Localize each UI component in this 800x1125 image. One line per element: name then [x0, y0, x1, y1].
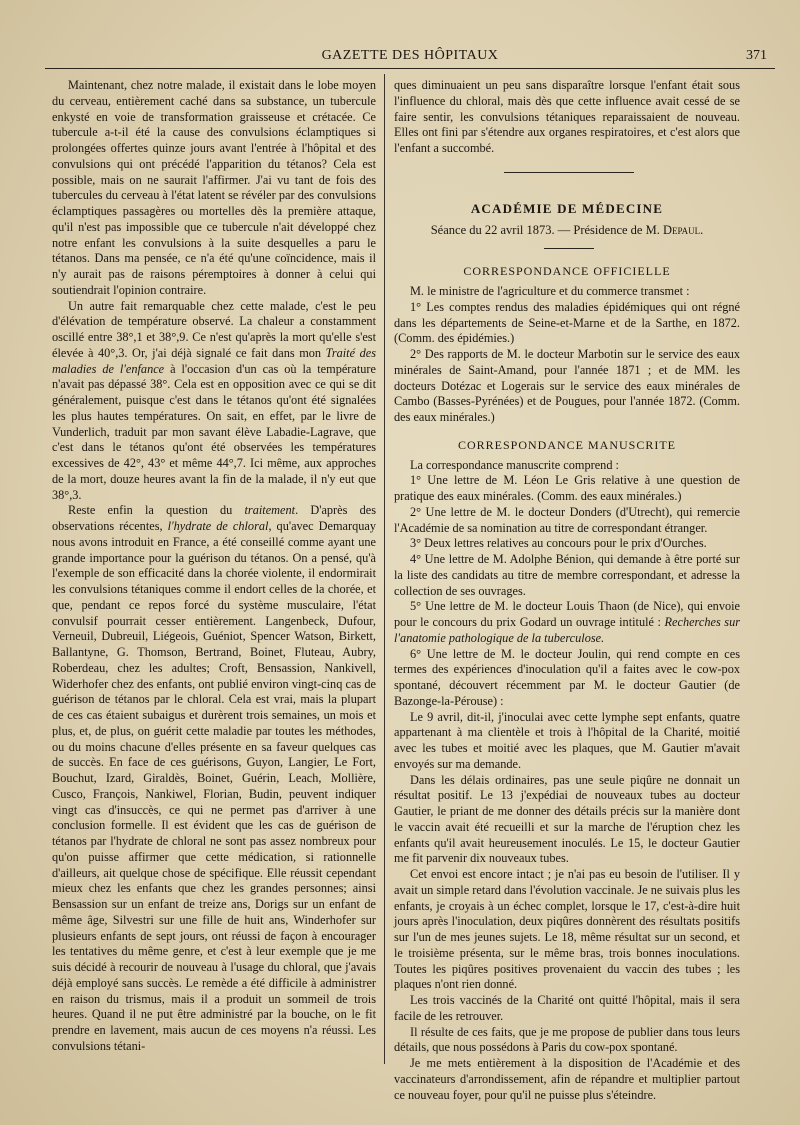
paragraph: ques diminuaient un peu sans disparaître lorsque l'enfant était sous l'influence du chloral, mais dès que cette influence avait cessé de se faire sentir, les convulsions tétaniques reparaissaient de nouveau. Elles ont fini par s'étendre aux organes respiratoires, et c'est alors que l'enfant a succombé. — [394, 78, 740, 155]
paragraph: 1° Les comptes rendus des maladies épidémiques qui ont régné dans les départements de Seine-et-Marne et de la Sarthe, en 1872. (Comm. des épidémies.) — [394, 299, 740, 346]
column-divider — [384, 74, 385, 1064]
quoted-paragraph: Je me mets entièrement à la disposition de l'Académie et des vaccinateurs d'arrondissement, afin de répandre et multiplier partout ce nouveau foyer, pour qu'il ne puisse plus s'éteindre. — [394, 1056, 740, 1102]
page-header — [45, 44, 775, 69]
paragraph: La correspondance manuscrite comprend : — [410, 457, 619, 472]
paragraph: 2° Une lettre de M. le docteur Donders (d'Utrecht), qui remercie l'Académie de sa nomination au titre de correspondant étranger. — [394, 504, 740, 535]
left-column — [52, 78, 376, 1055]
quoted-paragraph: Les trois vaccinés de la Charité ont quitté l'hôpital, mais il sera facile de les retrouver. — [394, 993, 740, 1023]
quoted-paragraph: Le 9 avril, dit-il, j'inoculai avec cette lymphe sept enfants, quatre appartenant à ma clientèle et trois à l'hôpital de la Charité, moitié avec les tubes et moitié avec les plaques, que M. Gautier m'avait envoyés sur ma demande. — [394, 709, 740, 771]
page-number: 371 — [746, 48, 767, 63]
paragraph: 4° Une lettre de M. Adolphe Bénion, qui demande à être porté sur la liste des candidats au titre de membre correspondant, et adresse la collection de ses ouvrages. — [394, 552, 740, 598]
subsection-heading-correspondance-officielle: CORRESPONDANCE OFFICIELLE — [463, 264, 671, 279]
separator — [394, 244, 740, 254]
section-heading-academie: ACADÉMIE DE MÉDECINE — [470, 200, 664, 216]
paragraph: 6° Une lettre de M. le docteur Joulin, qui rend compte en ces termes des expériences d'inoculation qu'il a faites avec le cow-pox spontané, découvert récemment par M. le docteur Gautier (de Bazonge-la-Pérouse) : — [394, 646, 740, 708]
quoted-paragraph: Cet envoi est encore intact ; je n'ai pas eu besoin de l'utiliser. Il y avait un simple retard dans l'évolution vaccinale. Je ne suivais plus les enfants, je croyais à un échec complet, lorsque le 17, c'est-à-dire huit jours après l'inoculation, deux piqûres donnèrent des résultats positifs sur l'un de mes jeunes sujets. Le 18, même résultat sur un second, et le troisième présenta, sur le même bras, trois bonnes inoculations. Toutes les piqûres positives provenaient du vaccin des tubes ; les plaques n'ont rien donné. — [394, 867, 740, 992]
paragraph: 1° Une lettre de M. Léon Le Gris relative à une question de pratique des eaux minérales. (Comm. des eaux minérales.) — [394, 473, 740, 503]
paragraph: Maintenant, chez notre malade, il existait dans le lobe moyen du cerveau, entièrement caché dans sa substance, un tubercule enkysté en voie de transformation graisseuse et crétacée. Ce tubercule a-t-il été la cause des convulsions éclamptiques si prolongées offertes quinze jours avant l'entrée à l'hôpital et des convulsions qui ont précédé l'apparition du tétanos? Cela est possible, mais on ne saurait l'affirmer. J'ai vu tant de fois des tubercules du cerveau à l'état latent se révéler par des convulsions éclamptiques passagères ou mortelles dès la première attaque, qu'il n'est pas impossible que ce tubercule n'ait développé chez notre enfant les convulsions à la suite desquelles a paru le tétanos. Dans ma pensée, ce n'a été qu'une coïncidence, mais il n'y aurait pas de raisons péremptoires à donner à celui qui soutiendrait l'opinion contraire. — [52, 78, 376, 297]
quoted-paragraph: Dans les délais ordinaires, pas une seule piqûre ne donnait un résultat positif. Le 13 j'expédiai de nouveaux tubes au docteur Gautier, le priant de me donner des détails précis sur la manière dont le vaccin avait été recueilli et sur la marche de l'éruption chez les enfants qu'il avait heureusement inoculés. Le 15, le docteur Gautier me fit parvenir dix nouveaux tubes. — [394, 772, 740, 866]
paragraph: Un autre fait remarquable chez cette malade, c'est le peu d'élévation de température observé. La chaleur a constamment oscillé entre 38°,1 et 38°,9. Ce n'est qu'après la mort qu'elle s'est élevée à 40°,3. Or, j'ai déjà signalé ce fait dans mon Traité des maladies de l'enfance à l'occasion d'un cas où la température n'avait pas dépassé 38°. Cela est en opposition avec ce qui se dit généralement, puisque c'est dans le tétanos qu'ont été signalées les plus hautes températures. On sait, en effet, par le livre de Vunderlich, traduit par mon savant élève Labadie-Lagrave, que c'est dans le tétanos qu'ont été observées les températures excessives de 42°, 43° et même 44°,7. Ici même, aux approches de la mort, douze heures avant la fin de la malade, il n'y eut que 38°,3. — [52, 298, 376, 502]
subsection-heading-correspondance-manuscrite: CORRESPONDANCE MANUSCRITE — [457, 437, 677, 452]
paragraph: 3° Deux lettres relatives au concours pour le prix d'Ourches. — [410, 536, 707, 551]
session-line: Séance du 22 avril 1873. — Présidence de M. Depaul. — [430, 222, 704, 237]
journal-title: GAZETTE DES HÔPITAUX — [321, 48, 499, 63]
paragraph: 5° Une lettre de M. le docteur Louis Thaon (de Nice), qui envoie pour le concours du prix Godard un ouvrage intitulé : Recherches sur l'anatomie pathologique de la tuberculose. — [394, 599, 741, 645]
quoted-paragraph: Il résulte de ces faits, que je me propose de publier dans tous leurs détails, que nous possédons à Paris du cow-pox spontané. — [394, 1024, 740, 1055]
paragraph: 2° Des rapports de M. le docteur Marbotin sur le service des eaux minérales de Saint-Amand, pour l'année 1871 ; et de MM. les docteurs Dotézac et Logerais sur le service des eaux minérales de Cambo (Basses-Pyrénées) et de Pougues, pour l'année 1872. (Comm. des eaux minérales.) — [394, 347, 740, 424]
paragraph: M. le ministre de l'agriculture et du commerce transmet : — [410, 284, 690, 298]
section-ornament — [394, 167, 740, 179]
right-column — [394, 78, 740, 1103]
paragraph: Reste enfin la question du traitement. D'après des observations récentes, l'hydrate de chloral, qu'avec Demarquay nous avons introduit en France, a été conseillé comme ayant une grande importance pour la guérison du tétanos. On a pensé, qu'à l'exemple de son efficacité dans la chorée violente, il endormirait les convulsions tétaniques comme il endort celles de la chorée, et que, pendant ce repos forcé du système musculaire, l'état convulsif pourrait cesser entièrement. Langenbeck, Dufour, Verneuil, Dubreuil, Liégeois, Guéniot, Spencer Watson, Birkett, Ballantyne, G. Thomson, Bertrand, Boinet, Fluteau, Aubry, Roberdeau, chez les adultes; Croft, Bensassion, Nankivell, Widerhofer chez des enfants, ont publié environ vingt-cinq cas de guérison de tétanos par le chloral. Cela est vrai, mais la plupart de ces cas étaient subaigus et durèrent trois semaines, un mois et plus, et, de plus, on guérit cette maladie par toutes les méthodes, ou du moins chacune d'elles présente en sa faveur quelques cas de succès. En face de ces guérisons, Guyon, Langier, Le Fort, Bouchut, Izard, Giraldès, Boinet, Guérin, Leach, Mollière, Cusco, François, Nankiwel, Florian, Budin, peuvent indiquer vingt cas d'insuccès, ce qui ne permet pas d'arriver à une conclusion formelle. Il est évident que les cas de guérison de tétanos par l'hydrate de chloral ne sont pas assez nombreux pour qu'on puisse affirmer que cette médication, si rationnelle d'ailleurs, ait quelque chose de spécifique. Elle réussit cependant mieux chez les enfants que chez les grandes personnes; ainsi Bensassion sur un enfant de treize ans, Dorigs sur un enfant de même âge, Silvestri sur une fille de huit ans, Winderhofer sur plusieurs enfants de sept jours, ont réussi de façon à encourager les tentatives du même genre, et c'est à leur exemple que je me suis décidé à recourir de nouveau à l'usage du chloral, que j'avais déjà employé sans succès. Le remède a été difficile à administrer en raison du trismus, mais il a produit un sommeil de trois heures. Quand il ne put être administré par la bouche, on le fit prendre en lavement, mais aucun de ces moyens n'a réussi. Les convulsions tétani- — [52, 503, 376, 1053]
